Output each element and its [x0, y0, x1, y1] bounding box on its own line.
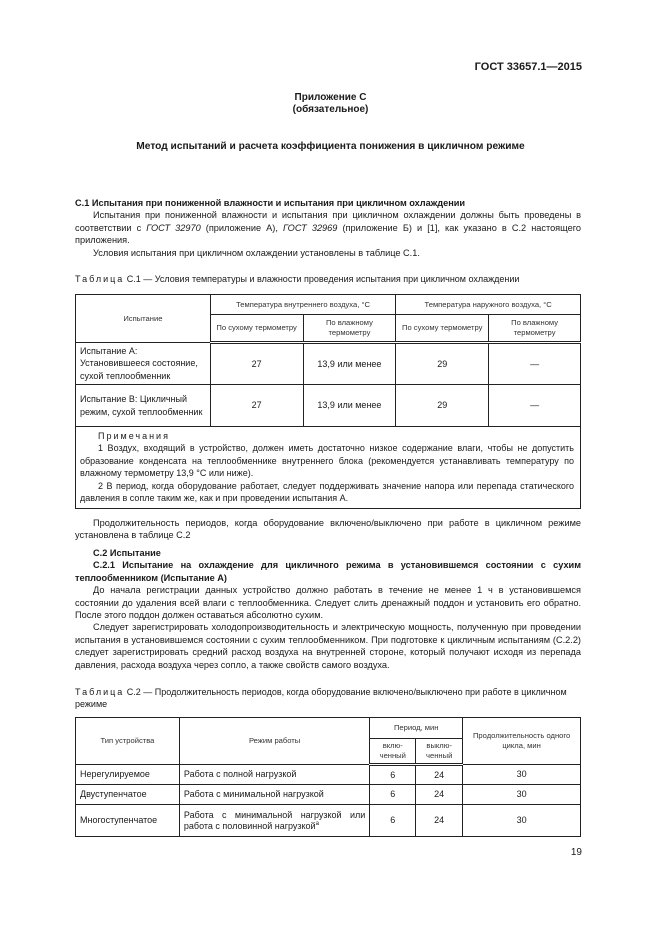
section-c1-paragraph [75, 209, 581, 246]
notes-row [76, 427, 581, 509]
header-indoor-wet: По влажному термометру [303, 315, 396, 343]
header-indoor-dry: По сухому термометру [210, 315, 303, 343]
header-cycle: Продолжительность одного цикла, мин [463, 718, 581, 765]
cell: 30 [463, 785, 581, 805]
section-c1 [75, 197, 581, 259]
caption-label: Таблица [75, 687, 125, 697]
footnote-marker: а [315, 820, 319, 827]
header-indoor: Температура внутреннего воздуха, °С [210, 295, 396, 315]
table-row [76, 765, 581, 785]
device-type: Двуступенчатое [76, 785, 180, 805]
section-c2-heading: С.2 Испытание [93, 548, 161, 558]
notes-label: Примечания [98, 431, 170, 441]
device-type: Нерегулируемое [76, 765, 180, 785]
section-c1-heading: С.1 Испытания при пониженной влажности и испытания при цикличном охлаждении [75, 198, 466, 208]
header-outdoor-wet: По влажному термометру [489, 315, 581, 343]
text: Испытания при пониженной влажности и испытания при цикличном охлаждении должны быть проведены в соответствии с [75, 210, 581, 233]
test-name: Испытание В: Цикличный режим, сухой теплообменник [76, 385, 211, 427]
cell: 24 [416, 765, 463, 785]
standard-reference: ГОСТ 32970 [146, 222, 201, 233]
cell: 6 [370, 765, 416, 785]
table-row [76, 343, 581, 385]
text: (приложение А), [200, 222, 283, 233]
document-code: ГОСТ 33657.1—2015 [474, 61, 582, 73]
table-row [76, 385, 581, 427]
header-off: выклю-ченный [416, 739, 463, 765]
header-outdoor-dry: По сухому термометру [396, 315, 489, 343]
caption-text: С.2 — Продолжительность периодов, когда оборудование включено/выключено при работе в цикличном режиме [75, 687, 567, 710]
header-type: Тип устройства [76, 718, 180, 765]
cell: 29 [396, 385, 489, 427]
paragraph-text: Продолжительность периодов, когда оборудование включено/выключено при работе в цикличном режиме установлена в таблице С.2 [75, 518, 581, 541]
section-c2 [75, 547, 581, 671]
cell: 24 [416, 805, 463, 837]
cell: 30 [463, 805, 581, 837]
table-row [76, 785, 581, 805]
cell: 30 [463, 765, 581, 785]
text: (приложение Б) и [1], как указано в С.2 настоящего приложения. [75, 222, 581, 246]
test-name: Испытание А: Установившееся состояние, сухой теплообменник [76, 343, 211, 385]
cell: 27 [210, 385, 303, 427]
table-c2 [75, 717, 581, 837]
header-test: Испытание [76, 295, 211, 343]
mode-text: Работа с минимальной нагрузкой или работа с половинной нагрузкой [183, 809, 366, 831]
appendix-heading [0, 92, 661, 116]
cell: — [489, 343, 581, 385]
table-notes [76, 427, 581, 509]
page-title: Метод испытаний и расчета коэффициента понижения в цикличном режиме [136, 141, 525, 152]
appendix-status: (обязательное) [292, 104, 369, 115]
note-1: 1 Воздух, входящий в устройство, должен иметь достаточно низкое содержание влаги, чтобы не допустить образование конденсата на теплообменнике внутреннего блока (рекомендуется устанавливать температуру по влажному термометру 13,9 °С или ниже). [80, 443, 574, 479]
cell: 13,9 или менее [303, 343, 396, 385]
note-2: 2 В период, когда оборудование работает, следует поддерживать значение напора или перепада статического давления в сопле таким же, как и при проведении испытания А. [80, 480, 574, 504]
caption-label: Таблица [75, 274, 125, 284]
cell: 27 [210, 343, 303, 385]
cell: — [489, 385, 581, 427]
table-c2-caption [75, 686, 581, 711]
cell: 13,9 или менее [303, 385, 396, 427]
cell: 29 [396, 343, 489, 385]
section-c2-1-heading: С.2.1 Испытание на охлаждение для цикличного режима в установившемся состоянии с сухим теплообменником (Испытание А) [75, 560, 581, 583]
section-c2-paragraph: До начала регистрации данных устройство должно работать в течение не менее 1 ч в установившемся состоянии до удаления всей влаги с теплообменника. Следует слить дренажный поддон и установить его обратно. После этого поддон должен оставаться абсолютно сухим. [75, 585, 581, 621]
cell: 6 [370, 805, 416, 837]
paragraph [75, 517, 581, 542]
standard-reference: ГОСТ 32969 [282, 222, 338, 233]
header-mode: Режим работы [179, 718, 369, 765]
caption-text: С.1 — Условия температуры и влажности проведения испытания при цикличном охлаждении [124, 274, 520, 284]
cell: 6 [370, 785, 416, 805]
operating-mode: Работа с минимальной нагрузкой [179, 785, 369, 805]
appendix-label: Приложение С [294, 92, 367, 103]
table-c1-caption [75, 273, 581, 285]
section-c2-paragraph: Следует зарегистрировать холодопроизводительность и электрическую мощность, полученную при проведении испытания в установившемся состоянии с сухим теплообменником. При подготовке к цикличным испытаниям (С.2.2) следует зарегистрировать средний расход воздуха на внутренней стороне, который получают исходя из перепада давления, расхода воздуха через сопло, а также свойств самого воздуха. [75, 622, 581, 670]
device-type: Многоступенчатое [76, 805, 180, 837]
operating-mode [179, 805, 369, 837]
operating-mode: Работа с полной нагрузкой [179, 765, 369, 785]
section-c1-paragraph: Условия испытания при цикличном охлаждении установлены в таблице С.1. [93, 247, 420, 258]
header-period: Период, мин [370, 718, 463, 739]
header-on: вклю-ченный [370, 739, 416, 765]
table-c1 [75, 294, 581, 509]
page-number: 19 [570, 847, 582, 858]
table-row [76, 805, 581, 837]
header-outdoor: Температура наружного воздуха, °С [396, 295, 581, 315]
cell: 24 [416, 785, 463, 805]
